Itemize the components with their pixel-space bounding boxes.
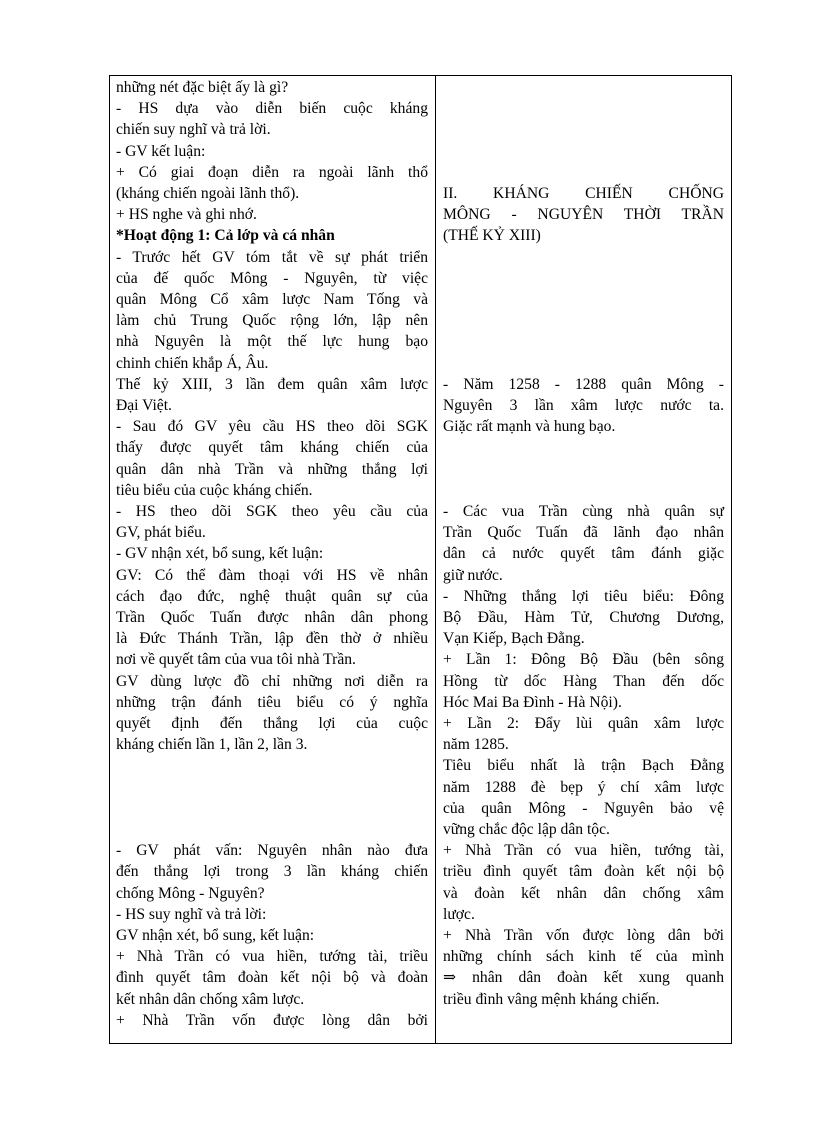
right-column-line: + Lần 1: Đông Bộ Đầu (bên sông	[443, 651, 724, 669]
right-column-line: ⇒ nhân dân đoàn kết xung quanh	[443, 969, 724, 987]
right-column-line: triều đình quyết tâm đoàn kết nội bộ	[443, 863, 724, 881]
left-column-line: quân Mông Cổ xâm lược Nam Tống và	[116, 291, 428, 308]
left-column-line: những trận đánh tiêu biểu có ý nghĩa	[116, 693, 428, 711]
left-column-line: cách đạo đức, nghệ thuật quân sự của	[116, 587, 428, 605]
left-column-line: - Sau đó GV yêu cầu HS theo dõi SGK	[116, 418, 428, 436]
left-column-line: nhà Nguyên là một thế lực hung bạo	[116, 333, 428, 351]
left-column-line: - HS suy nghĩ và trả lời:	[116, 905, 267, 923]
right-column-line: lược.	[443, 905, 475, 923]
right-column-line: Hóc Mai Ba Đình - Hà Nội).	[443, 693, 622, 711]
right-column-line: Trần Quốc Tuấn đã lãnh đạo nhân	[443, 524, 724, 542]
left-column-line: + Nhà Trần có vua hiền, tướng tài, triều	[116, 948, 428, 966]
left-column-line: - GV phát vấn: Nguyên nhân nào đưa	[116, 842, 428, 860]
right-column-line: của quân Mông - Nguyên bảo vệ	[443, 799, 724, 817]
right-column-line: - Những thắng lợi tiêu biểu: Đông	[443, 587, 724, 605]
left-column-line: quyết định đến thắng lợi của cuộc	[116, 715, 428, 732]
left-column-line: là Đức Thánh Trần, lập đền thờ ở nhiều	[116, 630, 428, 648]
left-column-line: đình quyết tâm đoàn kết nội bộ và đoàn	[116, 969, 428, 987]
right-column-line: vững chắc độc lập dân tộc.	[443, 821, 610, 838]
right-column-line: năm 1288 đè bẹp ý chí xâm lược	[443, 778, 724, 796]
right-column-line: + Lần 2: Đẩy lùi quân xâm lược	[443, 715, 724, 732]
right-column-line: Tiêu biểu nhất là trận Bạch Đằng	[443, 757, 724, 775]
left-column-line: + HS nghe và ghi nhớ.	[116, 206, 257, 224]
right-column-line: + Nhà Trần có vua hiền, tướng tài,	[443, 842, 724, 860]
left-column-line: chiến suy nghĩ và trả lời.	[116, 121, 271, 139]
left-column-line: thấy được quyết tâm kháng chiến của	[116, 439, 428, 457]
right-column-line: dân cả nước quyết tâm đánh giặc	[443, 545, 724, 563]
left-column-line: những nét đặc biệt ấy là gì?	[116, 79, 289, 96]
left-column-line: - GV kết luận:	[116, 142, 206, 160]
right-column-line: Nguyên 3 lần xâm lược nước ta.	[443, 397, 724, 414]
right-column-line: Giặc rất mạnh và hung bạo.	[443, 418, 616, 436]
right-column-line: - Năm 1258 - 1288 quân Mông -	[443, 375, 724, 393]
left-column-line: chống Mông - Nguyên?	[116, 884, 265, 902]
left-column-line: kết nhân dân chống xâm lược.	[116, 990, 305, 1008]
right-column-line: (THẾ KỶ XIII)	[443, 227, 541, 245]
right-column-line: Bộ Đầu, Hàm Tử, Chương Dương,	[443, 609, 724, 626]
left-column-line: đến thắng lợi trong 3 lần kháng chiến	[116, 863, 428, 881]
left-column-line: GV dùng lược đồ chỉ những nơi diễn ra	[116, 672, 428, 690]
right-column-line: MÔNG - NGUYÊN THỜI TRẦN	[443, 206, 724, 224]
left-column-line: GV: Có thể đàm thoại với HS về nhân	[116, 566, 428, 584]
left-column-line: - GV nhận xét, bổ sung, kết luận:	[116, 545, 324, 563]
left-column-line: - HS dựa vào diễn biến cuộc kháng	[116, 100, 428, 118]
right-column-line: giữ nước.	[443, 566, 503, 584]
left-column-line: (kháng chiến ngoài lãnh thổ).	[116, 185, 300, 202]
left-column-line: Đại Việt.	[116, 397, 172, 414]
right-column-line: năm 1285.	[443, 736, 509, 754]
left-column-line: quân dân nhà Trần và những thắng lợi	[116, 460, 428, 478]
left-column-line: + Có giai đoạn diễn ra ngoài lãnh thổ	[116, 163, 428, 181]
right-column-line: Hồng từ dốc Hàng Than đến dốc	[443, 672, 724, 690]
left-column-line: Trần Quốc Tuấn được nhân dân phong	[116, 609, 428, 626]
left-column-line: GV nhận xét, bổ sung, kết luận:	[116, 927, 315, 944]
right-column-line: và đoàn kết nhân dân chống xâm	[443, 884, 724, 902]
left-column-line: làm chủ Trung Quốc rộng lớn, lập nên	[116, 312, 428, 330]
left-column-line: của đế quốc Mông - Nguyên, từ việc	[116, 269, 428, 287]
left-column-line: GV, phát biểu.	[116, 524, 206, 542]
right-column-line: triều đình vâng mệnh kháng chiến.	[443, 990, 660, 1008]
left-column-line: + Nhà Trần vốn được lòng dân bởi	[116, 1011, 428, 1029]
right-column-line: + Nhà Trần vốn được lòng dân bởi	[443, 927, 724, 944]
right-column-line: - Các vua Trần cùng nhà quân sự	[443, 503, 724, 520]
left-column-line: Thế kỷ XIII, 3 lần đem quân xâm lược	[116, 375, 428, 393]
left-column-line: - Trước hết GV tóm tắt về sự phát triển	[116, 248, 428, 266]
left-column-line: tiêu biểu của cuộc kháng chiến.	[116, 481, 313, 499]
right-column-line: II. KHÁNG CHIẾN CHỐNG	[443, 185, 724, 202]
left-column-line: nơi về quyết tâm của vua tôi nhà Trần.	[116, 651, 356, 669]
column-divider	[435, 76, 436, 1043]
right-column-line: những chính sách kinh tế của mình	[443, 948, 724, 966]
left-column-line: chinh chiến khắp Á, Âu.	[116, 354, 269, 372]
lesson-table	[109, 75, 732, 1044]
left-column-line: kháng chiến lần 1, lần 2, lần 3.	[116, 736, 308, 754]
right-column-line: Vạn Kiếp, Bạch Đằng.	[443, 630, 585, 648]
left-column-line: - HS theo dõi SGK theo yêu cầu của	[116, 503, 428, 520]
left-column-line: *Hoạt động 1: Cả lớp và cá nhân	[116, 227, 335, 245]
